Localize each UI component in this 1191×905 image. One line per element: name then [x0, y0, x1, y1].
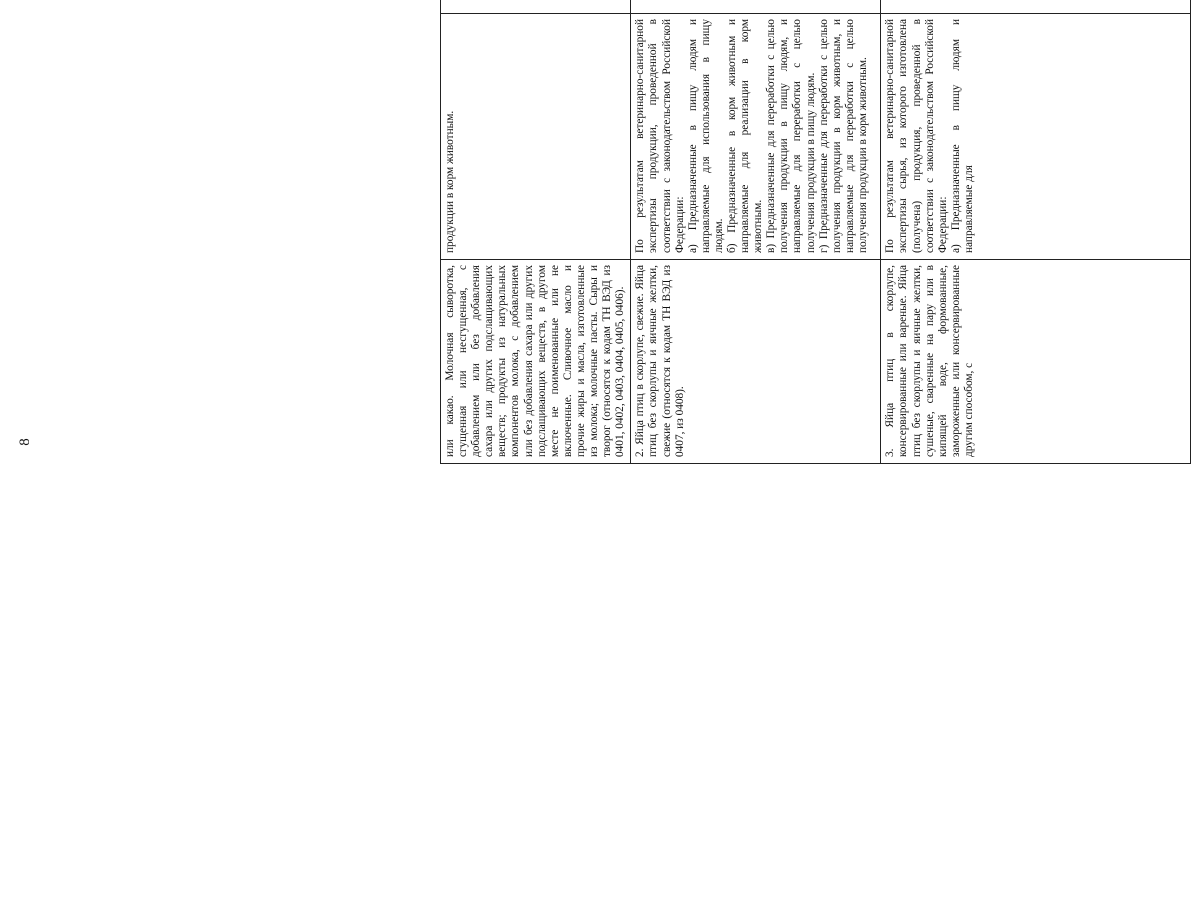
- purpose-paragraph: г) Предназначенные для переработки с целью получения продукции в корм животным, и направляемые для переработки с целью получения продукции в корм животным.: [817, 19, 869, 253]
- purpose-paragraph: По результатам ветеринарно-санитарной экспертизы продукции, проведенной в соответствии с законодательством Российской Федерации:: [634, 19, 686, 253]
- product-cell: 2. Яйца птиц в скорлупе, свежие. Яйца птиц без скорлупы и яичные желтки, свежие (относятся к кодам ТН ВЭД из 0407, из 0408).: [631, 260, 881, 464]
- product-cell: или какао. Молочная сыворотка, сгущенная или несгущенная, с добавлением или без добавления сахара или других подслащивающих веществ; продукты из натуральных компонентов молока, с добавлением или без добавления сахара или других подслащивающих веществ, в другом месте не поименованные или не включенные. Сливочное масло и прочие жиры и масла, изготовленные из молока; молочные пасты. Сыры и творог (относятся к кодам ТН ВЭД из 0401, 0402, 0403, 0404, 0405, 0406).: [441, 260, 631, 464]
- table-row: [881, 0, 1191, 464]
- page-number: 8: [17, 438, 33, 446]
- purpose-cell: [631, 14, 881, 260]
- purpose-paragraph: а) Предназначенные в пищу людям и направляемые для использования в пищу людям.: [686, 19, 725, 253]
- purpose-cell: [881, 14, 1191, 260]
- product-cell: 3. Яйца птиц в скорлупе, консервированные или вареные. Яйца птиц без скорлупы и яичные желтки, сушеные, сваренные на пару или в кипящей воде, формованные, замороженные или консервированные другим способом, с: [881, 260, 1191, 464]
- purpose-paragraph: б) Предназначенные в корм животным и направляемые для реализации в корм животным.: [725, 19, 765, 253]
- empty-cell: [441, 0, 631, 14]
- purpose-cell: [441, 14, 631, 260]
- rotated-table-container: [440, 0, 975, 464]
- regulation-table: [440, 0, 1191, 464]
- empty-cell: [631, 0, 881, 14]
- table-row: [441, 0, 631, 464]
- purpose-paragraph: а) Предназначенные в пищу людям и направляемые для: [949, 19, 975, 253]
- empty-cell: [881, 0, 1191, 14]
- purpose-paragraph: в) Предназначенные для переработки с целью получения продукции в пищу людям, и направляемые для переработки с целью получения продукции в пищу людям.: [765, 19, 817, 253]
- purpose-paragraph: продукции в корм животным.: [444, 110, 456, 253]
- purpose-paragraph: По результатам ветеринарно-санитарной экспертизы сырья, из которого изготовлена (получена) продукция, проведенной в соответствии с законодательством Российской Федерации:: [884, 19, 949, 253]
- table-row: [631, 0, 881, 464]
